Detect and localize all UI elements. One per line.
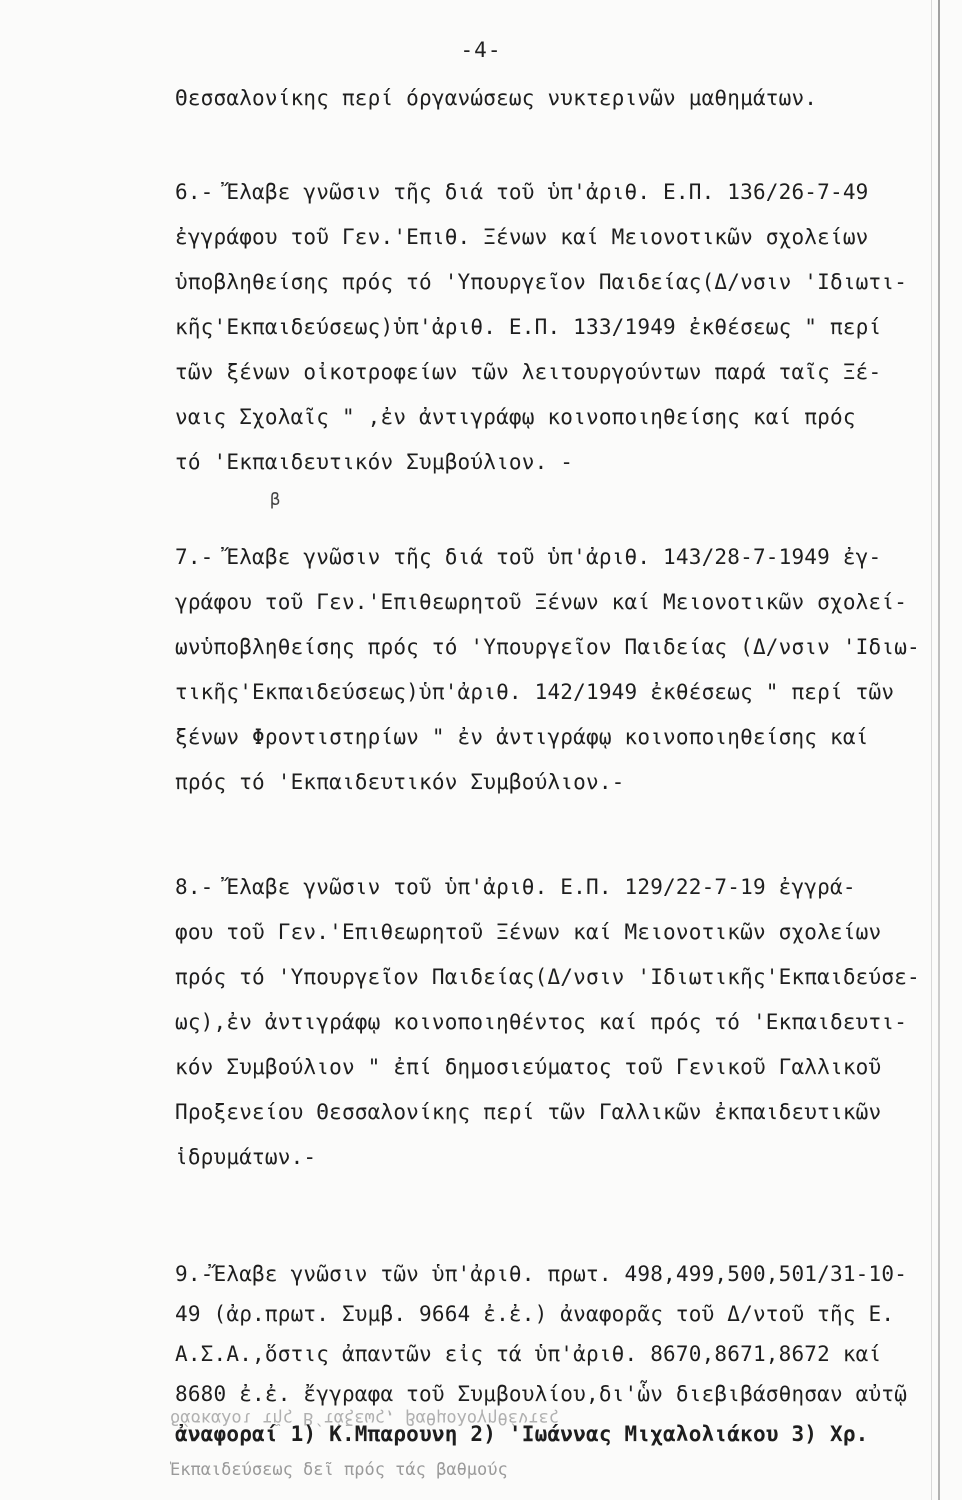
paragraph-9-line: 8680 ἐ.ἐ. ἔγγραφα τοῦ Συμβουλίου,δι'ὧν διεβιβάσθησαν αὐτῷ xyxy=(175,1382,908,1406)
page-edge-line xyxy=(931,0,932,1500)
paragraph-6-line: ναις Σχολαῖς " ,ἐν ἀντιγράφῳ κοινοποιηθείσης καί πρός xyxy=(175,405,856,429)
paragraph-8-line: πρός τό 'Υπουργεῖον Παιδείας(Δ/νσιν 'Ιδιωτικῆς'Εκπαιδεύσε- xyxy=(175,965,920,989)
page-edge-shadow xyxy=(938,0,940,1500)
paragraph-9-line: Α.Σ.Α.,ὅστις ἀπαντῶν εἰς τά ὑπ'ἀριθ. 8670,8671,8672 καί xyxy=(175,1342,882,1366)
text-line: Θεσσαλονίκης περί όργανώσεως νυκτερινῶν μαθημάτων. xyxy=(175,86,818,110)
paragraph-8-line: 8.- Ἔλαβε γνῶσιν τοῦ ὑπ'ἀριθ. Ε.Π. 129/22-7-19 ἐγγρά- xyxy=(175,875,856,899)
paragraph-6-line: τό 'Εκπαιδευτικόν Συμβούλιον. - xyxy=(175,450,574,474)
paragraph-9-line: 49 (ἀρ.πρωτ. Συμβ. 9664 ἐ.ἐ.) ἀναφορᾶς τοῦ Δ/ντοῦ τῆς Ε. xyxy=(175,1302,895,1326)
paragraph-7-line: ξένων Φροντιστηρίων " ἐν ἀντιγράφῳ κοινοποιηθείσης καί xyxy=(175,725,869,749)
paragraph-8-line: ἱδρυμάτων.- xyxy=(175,1145,317,1169)
paragraph-6-line: κῆς'Εκπαιδεύσεως)ὑπ'ἀριθ. Ε.Π. 133/1949 ἐκθέσεως " περί xyxy=(175,315,882,339)
paragraph-8-line: ως),ἐν ἀντιγράφῳ κοινοποιηθέντος καί πρός τό 'Εκπαιδευτι- xyxy=(175,1010,908,1034)
paragraph-8-line: Προξενείου Θεσσαλονίκης περί τῶν Γαλλικῶν ἐκπαιδευτικῶν xyxy=(175,1100,882,1124)
paragraph-8-line: κόν Συμβούλιον " ἐπί δημοσιεύματος τοῦ Γενικοῦ Γαλλικοῦ xyxy=(175,1055,882,1079)
margin-note: β xyxy=(270,490,281,510)
paragraph-7-line: ωνὑποβληθείσης πρός τό 'Υπουργεῖον Παιδείας (Δ/νσιν 'Ιδιω- xyxy=(175,635,920,659)
paragraph-7-line: γράφου τοῦ Γεν.'Επιθεωρητοῦ Ξένων καί Μειονοτικῶν σχολεί- xyxy=(175,590,908,614)
paragraph-7-line: πρός τό 'Εκπαιδευτικόν Συμβούλιον.- xyxy=(175,770,625,794)
bleed-through-text-bottom: Ἐκπαιδεύσεως δεῖ πρός τάς βαθμούς xyxy=(170,1460,508,1480)
paragraph-6-line: ὑποβληθείσης πρός τό 'Υπουργεῖον Παιδείας(Δ/νσιν 'Ιδιωτι- xyxy=(175,270,908,294)
paragraph-8-line: φου τοῦ Γεν.'Επιθεωρητοῦ Ξένων καί Μειονοτικῶν σχολείων xyxy=(175,920,882,944)
paragraph-6-line: 6.- Ἔλαβε γνῶσιν τῆς διά τοῦ ὑπ'ἀριθ. Ε.Π. 136/26-7-49 xyxy=(175,180,869,204)
paragraph-6-line: τῶν ξένων οἰκοτροφείων τῶν λειτουργούντων παρά ταῖς Ξέ- xyxy=(175,360,882,384)
paragraph-6-line: ἐγγράφου τοῦ Γεν.'Επιθ. Ξένων καί Μειονοτικῶν σχολείων xyxy=(175,225,869,249)
page-number: -4- xyxy=(460,38,502,62)
paragraph-9-line: ἀναφοραί 1) Κ.Μπαρουνη 2) 'Ιωάννας Μιχαλολιάκου 3) Χρ. xyxy=(175,1422,869,1446)
paragraph-9-line: 9.-Ἔλαβε γνῶσιν τῶν ὑπ'ἀριθ. πρωτ. 498,499,500,501/31-10- xyxy=(175,1262,908,1286)
paragraph-7-line: τικῆς'Εκπαιδεύσεως)ὑπ'ἀριθ. 142/1949 ἐκθέσεως " περί τῶν xyxy=(175,680,895,704)
paragraph-7-line: 7.- Ἔλαβε γνῶσιν τῆς διά τοῦ ὑπ'ἀριθ. 143/28-7-1949 ἐγ- xyxy=(175,545,882,569)
bleed-through-text: δάσκαλοι τῆς Β΄τάξεως, βαθμολογηθέντες xyxy=(170,1408,559,1428)
